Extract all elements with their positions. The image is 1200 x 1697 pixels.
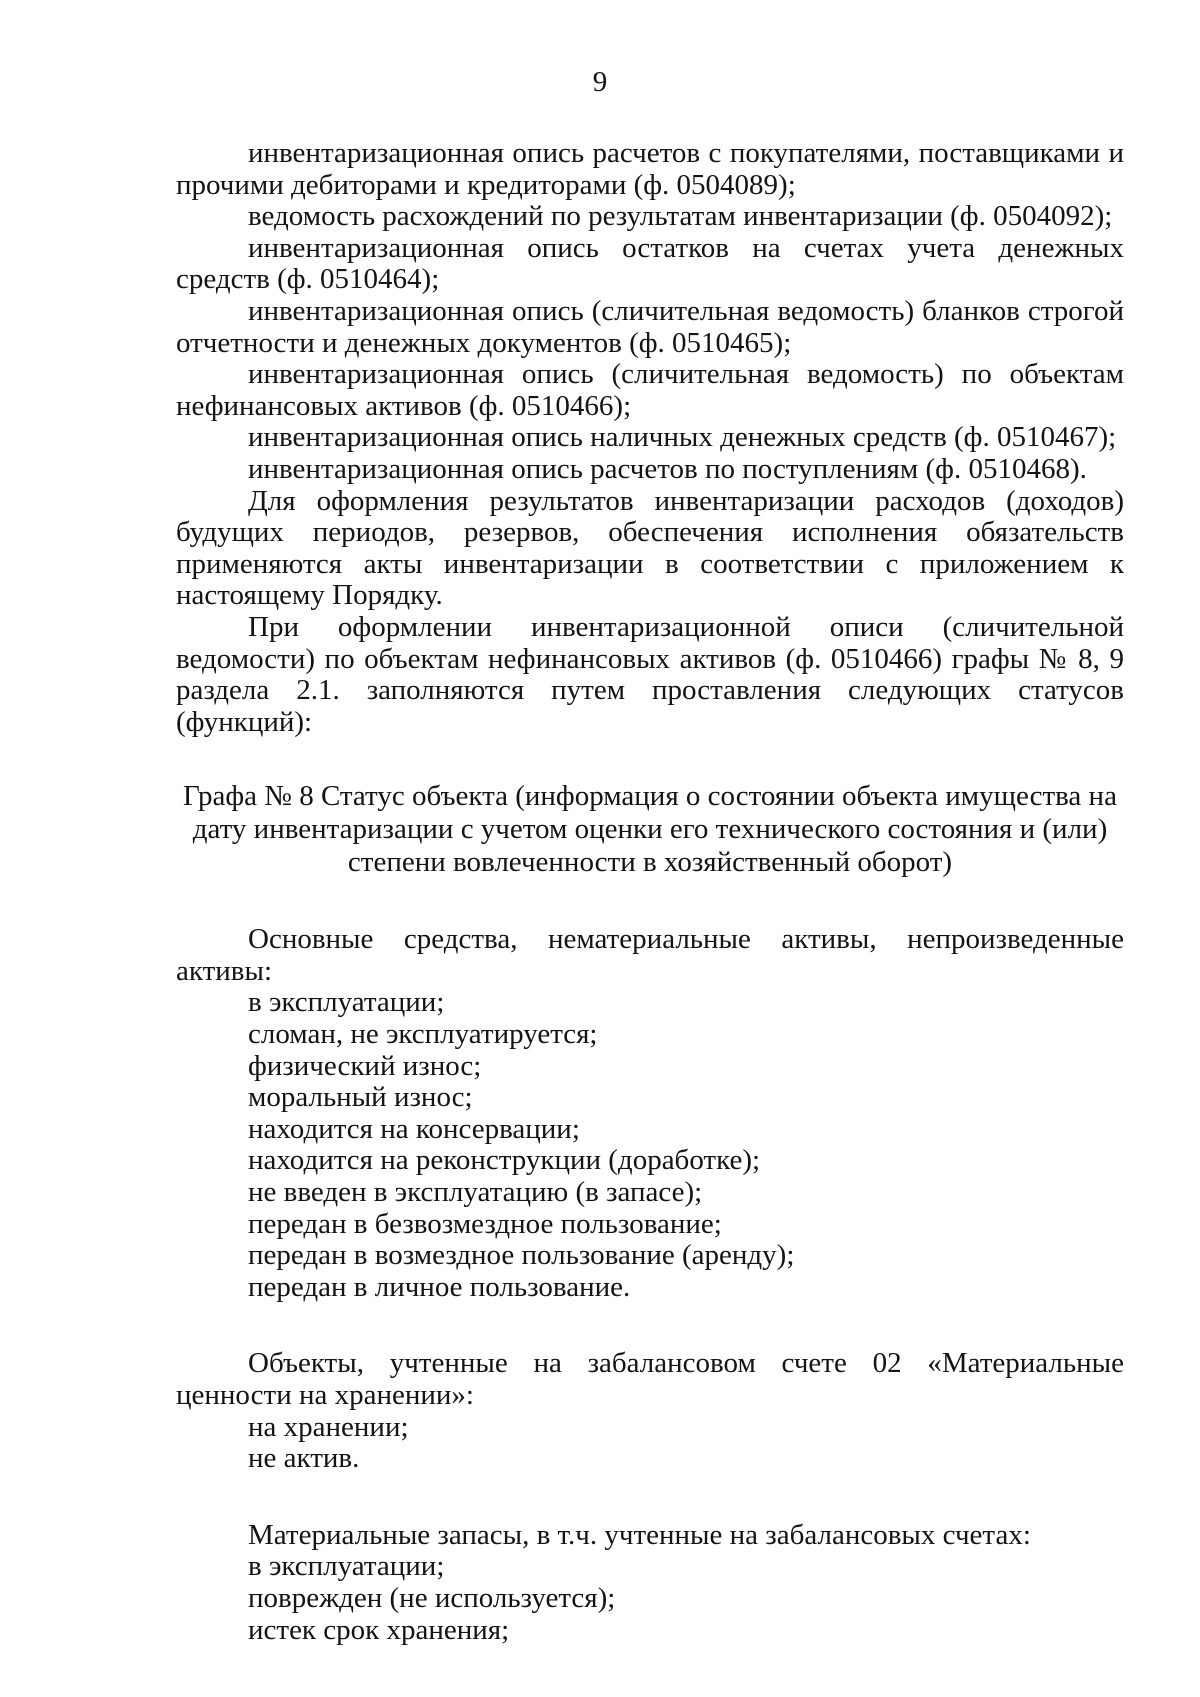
list-item: в эксплуатации;: [248, 1550, 445, 1583]
section-heading: [176, 780, 1124, 879]
paragraph-3: инвентаризационная опись остатков на счетах учета денежных средств (ф. 0510464);: [176, 231, 1124, 296]
paragraph-9: При оформлении инвентаризационной описи (сличительной ведомости) по объектам нефинансовых активов (ф. 0510466) графы № 8, 9 раздела 2.1. заполняются путем проставления следующих статусов (функций):: [176, 610, 1124, 738]
inventories-status-list: [176, 1520, 1124, 1646]
list-item: передан в личное пользование.: [248, 1270, 631, 1303]
list-item: передан в безвозмездное пользование;: [248, 1207, 722, 1240]
paragraph-7: инвентаризационная опись расчетов по поступлениям (ф. 0510468).: [248, 452, 1087, 485]
list-item: физический износ;: [248, 1049, 482, 1082]
section-heading-line-2: дату инвентаризации с учетом оценки его технического состояния и (или): [192, 813, 1108, 846]
paragraph-6: инвентаризационная опись наличных денежных средств (ф. 0510467);: [248, 421, 1117, 454]
list-item: истек срок хранения;: [248, 1613, 510, 1646]
list-item: сломан, не эксплуатируется;: [248, 1018, 598, 1051]
list-lead: Объекты, учтенные на забалансовом счете 02 «Материальные ценности на хранении»:: [176, 1347, 1124, 1411]
list-item: в эксплуатации;: [248, 986, 445, 1019]
list-lead: Материальные запасы, в т.ч. учтенные на забалансовых счетах:: [248, 1518, 1031, 1551]
section-heading-line-1: Графа № 8 Статус объекта (информация о состоянии объекта имущества на: [183, 780, 1117, 813]
list-item: не введен в эксплуатацию (в запасе);: [248, 1176, 703, 1209]
list-lead: Основные средства, нематериальные активы, непроизведенные активы:: [176, 923, 1124, 987]
list-item: не актив.: [248, 1442, 360, 1475]
list-item: моральный износ;: [248, 1081, 473, 1114]
paragraph-4: инвентаризационная опись (сличительная ведомость) бланков строгой отчетности и денежных документов (ф. 0510465);: [176, 294, 1124, 359]
paragraph-8: Для оформления результатов инвентаризации расходов (доходов) будущих периодов, резервов, обеспечения исполнения обязательств применяются акты инвентаризации в соответствии с приложением к настоящему Порядку.: [176, 484, 1124, 612]
list-item: находится на реконструкции (доработке);: [248, 1144, 761, 1177]
section-heading-line-3: степени вовлеченности в хозяйственный оборот): [347, 846, 953, 879]
paragraph-5: инвентаризационная опись (сличительная ведомость) по объектам нефинансовых активов (ф. 0510466);: [176, 358, 1124, 422]
fixed-assets-status-list: [176, 924, 1124, 1303]
list-item: на хранении;: [248, 1410, 409, 1443]
list-item: находится на консервации;: [248, 1112, 580, 1145]
list-item: передан в возмездное пользование (аренду);: [248, 1239, 795, 1272]
paragraph-1: инвентаризационная опись расчетов с покупателями, поставщиками и прочими дебиторами и кредиторами (ф. 0504089);: [176, 137, 1124, 201]
page-number: 9: [592, 66, 608, 98]
list-item: поврежден (не используется);: [248, 1581, 616, 1614]
offbalance-status-list: [176, 1348, 1124, 1474]
document-body: [176, 138, 1124, 1646]
paragraph-2: ведомость расхождений по результатам инвентаризации (ф. 0504092);: [248, 200, 1113, 233]
